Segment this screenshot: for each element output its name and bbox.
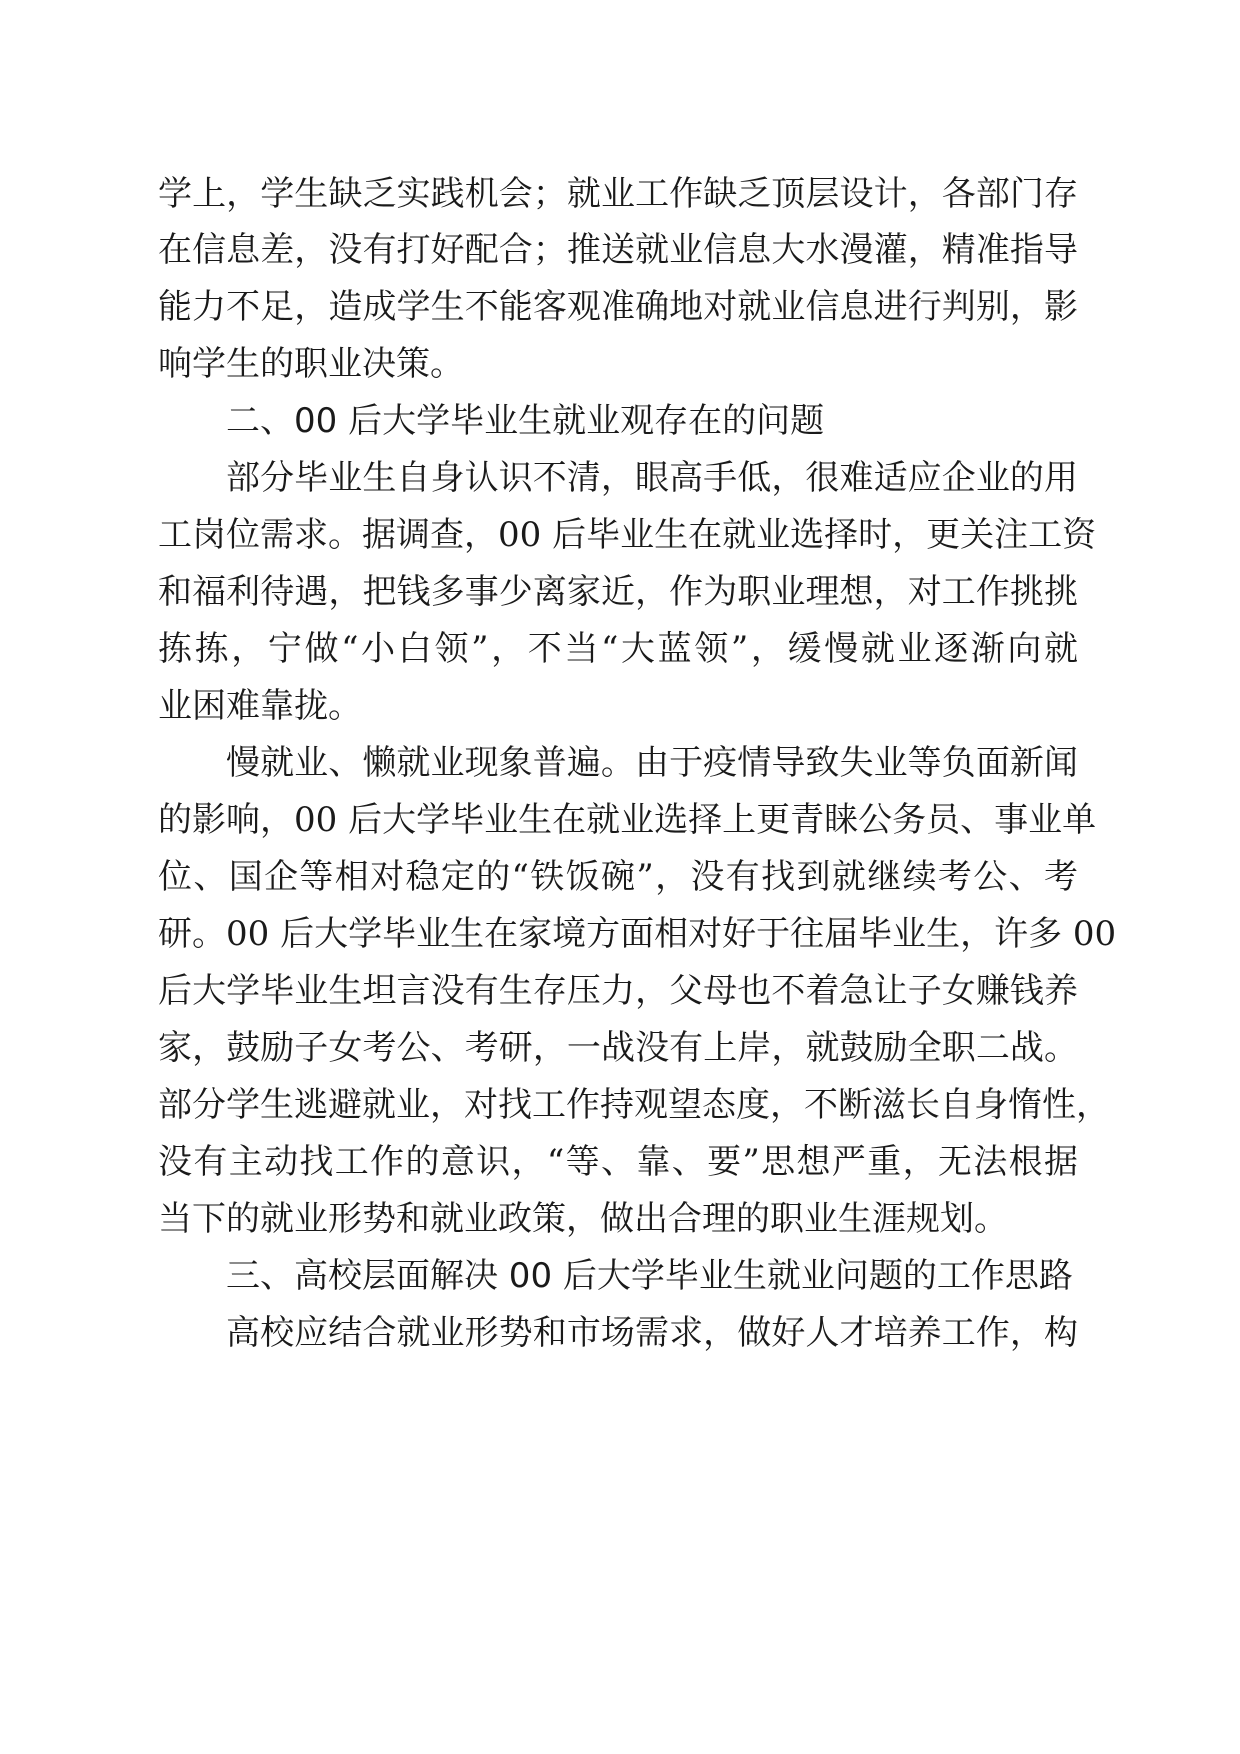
paragraph-line: 当下的就业形势和就业政策，做出合理的职业生涯规划。: [158, 1199, 1008, 1239]
paragraph-line: 的影响，00 后大学毕业生在就业选择上更青睐公务员、事业单: [158, 800, 1097, 840]
paragraph-line: 响学生的职业决策。: [158, 344, 464, 384]
paragraph-line: 家，鼓励子女考公、考研，一战没有上岸，就鼓励全职二战。: [158, 1028, 1078, 1068]
section-heading-3: 三、高校层面解决 00 后大学毕业生就业问题的工作思路: [226, 1256, 1073, 1296]
paragraph-line: 能力不足，造成学生不能客观准确地对就业信息进行判别，影: [158, 287, 1078, 327]
paragraph-line: 部分学生逃避就业，对找工作持观望态度，不断滋长自身惰性，: [158, 1085, 1110, 1125]
paragraph-line: 研。00 后大学毕业生在家境方面相对好于往届毕业生，许多 00: [158, 914, 1117, 954]
paragraph-line: 学上，学生缺乏实践机会；就业工作缺乏顶层设计，各部门存: [158, 174, 1078, 214]
paragraph-line: 拣拣，宁做“小白领”，不当“大蓝领”，缓慢就业逐渐向就: [158, 629, 1078, 669]
paragraph-line: 和福利待遇，把钱多事少离家近，作为职业理想，对工作挑挑: [158, 572, 1078, 612]
paragraph-line: 部分毕业生自身认识不清，眼高手低，很难适应企业的用: [226, 458, 1078, 498]
paragraph-line: 慢就业、懒就业现象普遍。由于疫情导致失业等负面新闻: [226, 743, 1078, 783]
paragraph-line: 后大学毕业生坦言没有生存压力，父母也不着急让子女赚钱养: [158, 971, 1078, 1011]
paragraph-line: 位、国企等相对稳定的“铁饭碗”，没有找到就继续考公、考: [158, 857, 1078, 897]
paragraph-line: 高校应结合就业形势和市场需求，做好人才培养工作，构: [226, 1313, 1078, 1353]
paragraph-line: 没有主动找工作的意识，“等、靠、要”思想严重，无法根据: [158, 1142, 1078, 1182]
paragraph-line: 业困难靠拢。: [158, 686, 362, 726]
paragraph-line: 在信息差，没有打好配合；推送就业信息大水漫灌，精准指导: [158, 230, 1078, 270]
paragraph-line: 工岗位需求。据调查，00 后毕业生在就业选择时，更关注工资: [158, 515, 1097, 555]
section-heading-2: 二、00 后大学毕业生就业观存在的问题: [226, 401, 825, 441]
